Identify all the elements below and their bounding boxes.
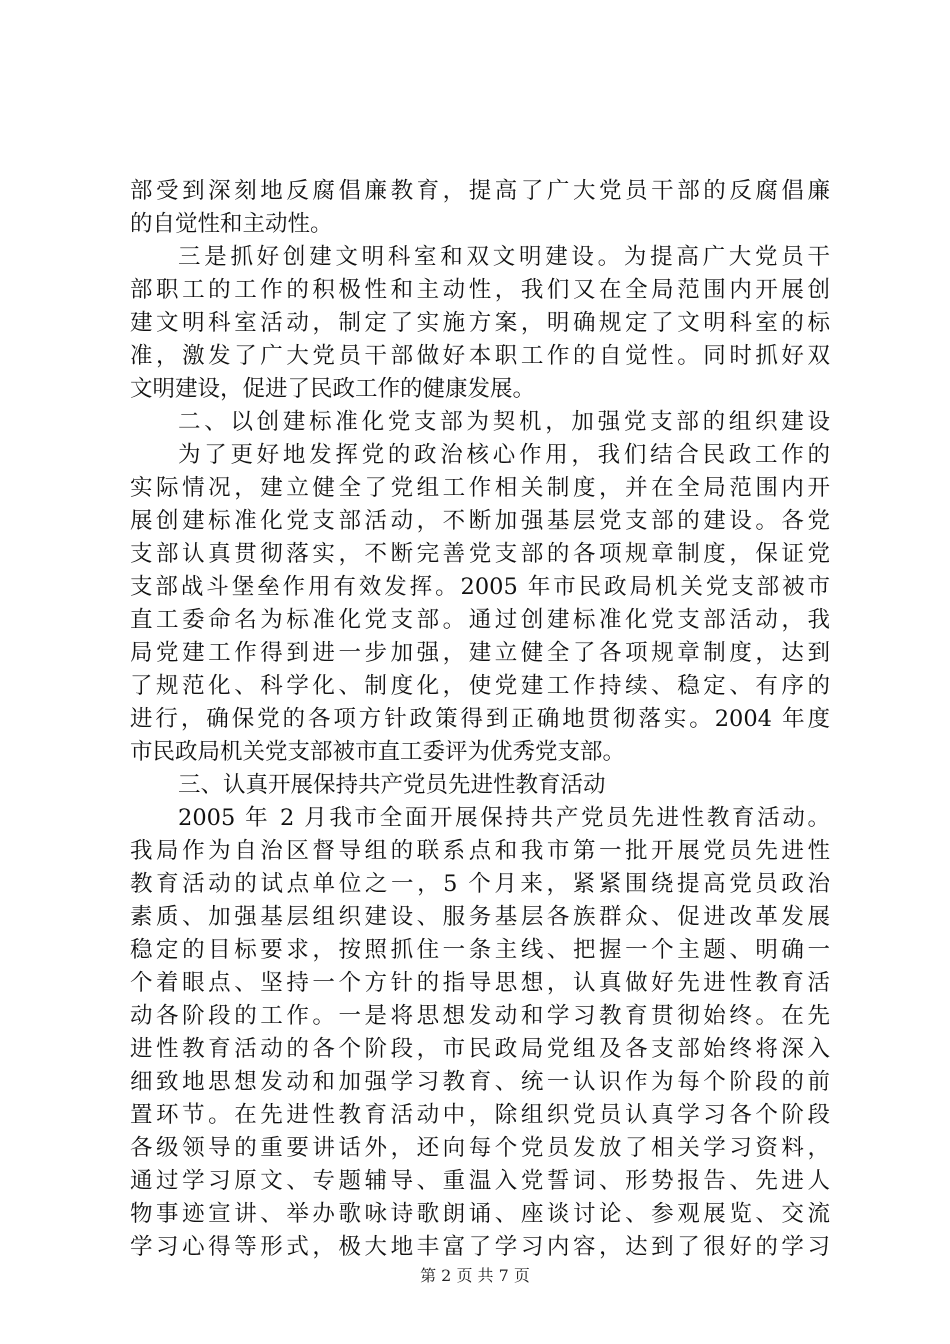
text-line: 素质、加强基层组织建设、服务基层各族群众、促进改革发展 <box>130 904 830 930</box>
text-line: 的自觉性和主动性。 <box>130 211 333 237</box>
text-line: 学习心得等形式，极大地丰富了学习内容，达到了很好的学习 <box>130 1234 830 1260</box>
text-line: 各级领导的重要讲话外，还向每个党员发放了相关学习资料， <box>130 1135 830 1161</box>
text-line: 我局作为自治区督导组的联系点和我市第一批开展党员先进性 <box>130 838 830 864</box>
text-line: 三是抓好创建文明科室和双文明建设。为提高广大党员干 <box>178 244 830 270</box>
page-footer: 第 2 页 共 7 页 <box>420 1266 530 1285</box>
text-line: 部受到深刻地反腐倡廉教育，提高了广大党员干部的反腐倡廉 <box>130 178 830 204</box>
text-line: 动各阶段的工作。一是将思想发动和学习教育贯彻始终。在先 <box>130 1003 830 1029</box>
text-line: 局党建工作得到进一步加强，建立健全了各项规章制度，达到 <box>130 640 830 666</box>
text-line: 稳定的目标要求，按照抓住一条主线、把握一个主题、明确一 <box>130 937 830 963</box>
document-body <box>130 175 830 1264</box>
text-line: 2005 年 2 月我市全面开展保持共产党员先进性教育活动。 <box>178 805 830 831</box>
text-line: 通过学习原文、专题辅导、重温入党誓词、形势报告、先进人 <box>130 1168 830 1194</box>
text-line: 准，激发了广大党员干部做好本职工作的自觉性。同时抓好双 <box>130 343 830 369</box>
text-line: 进性教育活动的各个阶段，市民政局党组及各支部始终将深入 <box>130 1036 830 1062</box>
text-line: 支部认真贯彻落实，不断完善党支部的各项规章制度，保证党 <box>130 541 830 567</box>
text-line: 展创建标准化党支部活动，不断加强基层党支部的建设。各党 <box>130 508 830 534</box>
text-line: 细致地思想发动和加强学习教育、统一认识作为每个阶段的前 <box>130 1069 830 1095</box>
text-line: 置环节。在先进性教育活动中，除组织党员认真学习各个阶段 <box>130 1102 830 1128</box>
text-line: 直工委命名为标准化党支部。通过创建标准化党支部活动，我 <box>130 607 830 633</box>
text-line: 建文明科室活动，制定了实施方案，明确规定了文明科室的标 <box>130 310 830 336</box>
text-line: 市民政局机关党支部被市直工委评为优秀党支部。 <box>130 739 626 765</box>
text-line: 三、认真开展保持共产党员先进性教育活动 <box>178 772 606 798</box>
text-line: 教育活动的试点单位之一，5 个月来，紧紧围绕提高党员政治 <box>130 871 830 897</box>
text-line: 物事迹宣讲、举办歌咏诗歌朗诵、座谈讨论、参观展览、交流 <box>130 1201 830 1227</box>
text-line: 部职工的工作的积极性和主动性，我们又在全局范围内开展创 <box>130 277 830 303</box>
text-line: 个着眼点、坚持一个方针的指导思想，认真做好先进性教育活 <box>130 970 830 996</box>
text-line: 为了更好地发挥党的政治核心作用，我们结合民政工作的 <box>178 442 830 468</box>
text-line: 支部战斗堡垒作用有效发挥。2005 年市民政局机关党支部被市 <box>130 574 830 600</box>
text-line: 文明建设，促进了民政工作的健康发展。 <box>130 376 536 402</box>
text-line: 二、以创建标准化党支部为契机，加强党支部的组织建设 <box>178 409 830 435</box>
text-line: 进行，确保党的各项方针政策得到正确地贯彻落实。2004 年度 <box>130 706 830 732</box>
text-line: 实际情况，建立健全了党组工作相关制度，并在全局范围内开 <box>130 475 830 501</box>
text-line: 了规范化、科学化、制度化，使党建工作持续、稳定、有序的 <box>130 673 830 699</box>
